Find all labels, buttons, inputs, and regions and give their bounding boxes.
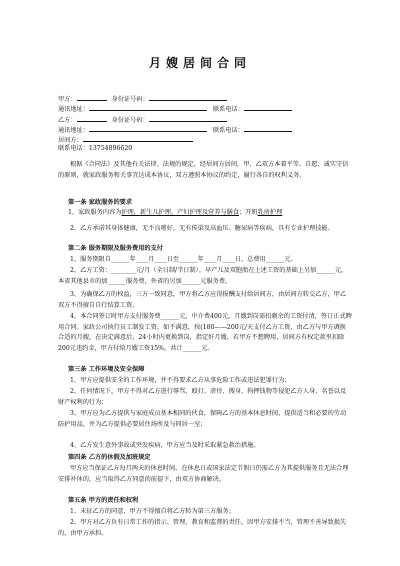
intermediary-phone: 联系电话：13754896620 <box>58 145 133 152</box>
address-a-label: 通讯地址： <box>58 106 89 113</box>
s1-p1-services: 护理，新生儿护理、产妇护理及营养与膳食 <box>121 209 239 216</box>
party-b-label: 乙方： <box>58 117 77 124</box>
section-1-item-1 <box>68 208 352 219</box>
phone-b-field[interactable] <box>244 125 292 132</box>
party-b-id-field[interactable] <box>149 115 227 122</box>
party-a-field[interactable] <box>77 94 107 101</box>
s1-p1-breast: 乳房护理 <box>257 209 283 216</box>
party-a-label: 甲方： <box>58 96 77 103</box>
phone-a-field[interactable] <box>244 104 292 111</box>
party-a-id-label: 身份证号码： <box>111 96 149 103</box>
party-b-address-row <box>58 125 292 135</box>
section-1-title: 第一条 家政服务的要求 <box>68 199 133 206</box>
page-title: 月嫂居间合同 <box>148 56 251 70</box>
section-1-item-2: 2、乙方承诺其身体健康，无不良嗜好，无有传染及高血压、糖尿病等疾病，具有专业护理技能。 <box>70 225 334 232</box>
address-a-field[interactable] <box>89 104 207 111</box>
section-3-item-3: 3、甲方应为乙方提供与家庭成员基本相同的伙食，保障乙方的基本休息时间，提供适当和必要的劳动防护用品，并为乙方提供必要居住场所及与同居一室； <box>58 410 347 428</box>
party-a-address-row <box>58 104 292 114</box>
section-2-item-4: 4、本合同签订时甲方支付服务费______元，中介费400元，月嫂到岗需扣剩余的工资付清，签订正式聘用合同。家政公司执行员工制发工资，如不满意，按(180——200元/天支付乙方工资，由乙方与甲方调换合适的月嫂，在决定满意后，24小时内更换到岗，指定好月嫂，若甲方不想聘用，居间方有权定款里扣除200元违约金，甲方付给月嫂工资15%，共计______元。 <box>58 313 352 352</box>
section-2-title: 第二条 服务期限及服务费用的支付 <box>68 245 163 252</box>
section-5-item-2: 2、甲方对乙方负有日常工作的指示、管理、教育和监督的责任，因甲方安排不当，管理不善导致损失的，由甲方承担。 <box>58 519 347 537</box>
party-b-field[interactable] <box>77 115 107 122</box>
preamble-paragraph: 根据《合同法》及其他有关法律、法规的规定，经居间方居间，甲、乙双方本着平等、自愿、诚实守信的原则，就家政服务和关事宜达成本协议，双方遵照本协议的约定，履行各自的权利义务。 <box>58 161 349 179</box>
section-4-title: 第四条 乙方的休假及加班规定 <box>68 454 151 461</box>
section-3-item-2: 2、任何情况下，甲方不得对乙方进行辱骂、殴打、虐待、搜身、拘押钱物等侵犯乙方人身、名誉以及财产权利的行为； <box>58 388 347 406</box>
intermediary-field[interactable] <box>83 135 193 142</box>
section-3-title: 第三条 工作环境及安全保障 <box>68 366 145 373</box>
s1-p1-mid: ；开奶 <box>239 209 258 216</box>
party-a-row <box>58 94 227 104</box>
intermediary-label: 居间方： <box>58 137 83 144</box>
section-2-item-2: 2、乙方工资：________元/月（全日制/半日制）。早产儿及双胞胎在上述工资的基础上另加______元。本省其他县市的加______服务费，外省的另加______元服务费。 <box>58 267 348 285</box>
phone-a-label: 联系电话： <box>212 106 244 113</box>
party-b-id-label: 身份证号码： <box>111 117 149 124</box>
intermediary-row <box>58 135 193 145</box>
party-b-row <box>58 115 227 125</box>
section-5-title: 第五条 甲方的责任和权利 <box>68 497 139 504</box>
section-5-item-1: 1、未征乙方的同意，甲方不得擅自将乙方转为第三方服务； <box>70 508 235 515</box>
party-a-id-field[interactable] <box>149 94 227 101</box>
section-3-item-1: 1、甲方应提供安全的工作环境，并不得要求乙方从事危险工作或违法犯罪行为； <box>70 377 291 384</box>
address-b-field[interactable] <box>89 125 207 132</box>
section-2-item-3: 3、为确保乙方的权益，三方一致同意，甲方将乙方应得报酬支付给居间方，由居间方转交乙方，甲乙双方不得擅自自行结算工资。 <box>58 291 347 309</box>
address-b-label: 通讯地址： <box>58 127 89 134</box>
phone-b-label: 联系电话： <box>212 127 244 134</box>
section-2-item-1: 1、服务期限自______年____月____日至______年____月____日，总费用______元。 <box>70 256 297 263</box>
s1-p1-lead: 1、家政服务内容为 <box>68 209 122 216</box>
section-3-item-4: 4、乙方发生意外事故或突发疾病，甲方应当及时采取紧急救治措施。 <box>70 442 260 449</box>
section-4-paragraph: 甲方应当保证乙方每月两天的休息时间，在休息日或国家法定节假日仍需乙方为其提供服务且无法合理安排补休的，应当取得乙方同意的前提下，由双方协商解决。 <box>58 465 349 483</box>
